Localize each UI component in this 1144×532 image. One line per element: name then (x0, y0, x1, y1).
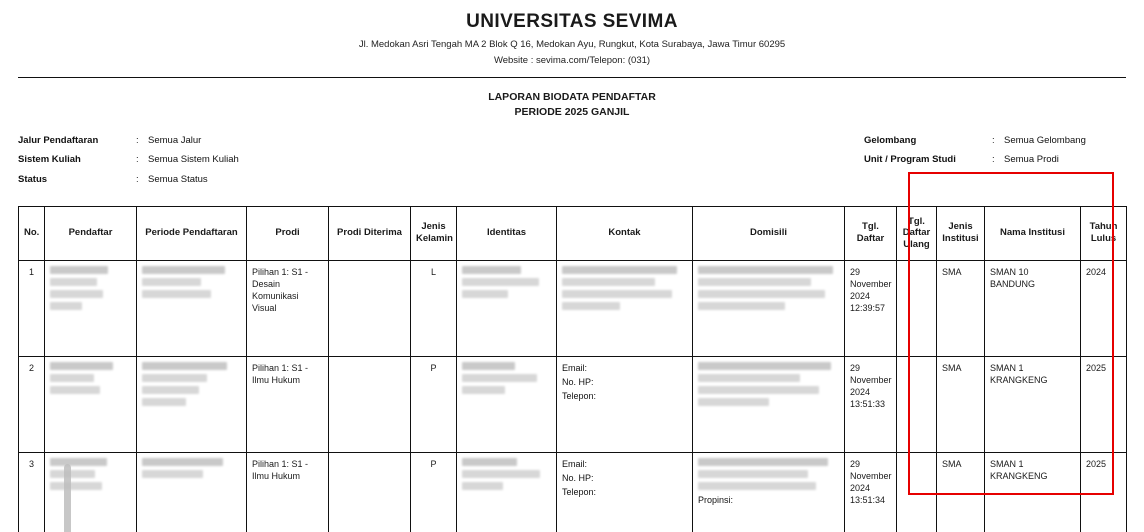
cell-tgl-daftar: 29 November 2024 12:39:57 (845, 260, 897, 356)
redacted-text (142, 458, 223, 466)
filter-row-sistem-kuliah (18, 153, 572, 168)
cell-prodi: Pilihan 1: S1 - Desain Komunikasi Visual (247, 260, 329, 356)
kontak-label-email: Email: (562, 362, 588, 373)
filter-summary (18, 134, 1126, 193)
filter-value: Semua Gelombang (1004, 134, 1086, 146)
cell-nama-institusi: SMAN 1 KRANGKENG (985, 452, 1081, 532)
cell-jenis-kelamin: P (411, 452, 457, 532)
cell-domisili (693, 356, 845, 452)
redacted-text (50, 458, 107, 466)
cell-jenis-kelamin: P (411, 356, 457, 452)
filter-separator: : (992, 154, 995, 166)
cell-prodi-diterima (329, 452, 411, 532)
redacted-text (562, 266, 677, 274)
redacted-text (462, 386, 505, 394)
report-title-line2: PERIODE 2025 GANJIL (514, 106, 630, 119)
filter-separator: : (136, 134, 139, 146)
redacted-text (698, 302, 785, 310)
filter-separator: : (992, 134, 995, 146)
cell-tgl-daftar-ulang (897, 260, 937, 356)
redacted-text (50, 278, 97, 286)
col-header-no: No. (19, 206, 45, 260)
cell-kontak (557, 452, 693, 532)
cell-prodi-diterima (329, 260, 411, 356)
filter-column-left (18, 134, 572, 193)
cell-tahun-lulus: 2025 (1081, 452, 1127, 532)
filter-label: Status (18, 174, 48, 186)
cell-tgl-daftar: 29 November 2024 13:51:33 (845, 356, 897, 452)
cell-kontak (557, 260, 693, 356)
redacted-text (462, 290, 508, 298)
cell-identitas (457, 260, 557, 356)
redacted-text (50, 386, 100, 394)
filter-separator: : (136, 174, 139, 186)
redacted-text (698, 470, 808, 478)
redacted-text (698, 374, 800, 382)
filter-row-status (18, 173, 572, 188)
redacted-text (50, 290, 103, 298)
report-title-line1: LAPORAN BIODATA PENDAFTAR (488, 91, 656, 104)
col-header-domisili: Domisili (693, 206, 845, 260)
redacted-text (698, 278, 811, 286)
cell-pendaftar (45, 356, 137, 452)
filter-label: Sistem Kuliah (18, 154, 81, 166)
cell-jenis-institusi: SMA (937, 356, 985, 452)
redacted-text (698, 362, 831, 370)
filter-row-unit-program-studi (864, 153, 1126, 168)
redacted-text (698, 398, 769, 406)
col-header-tgl-daftar: Tgl. Daftar (845, 206, 897, 260)
redacted-text (698, 266, 833, 274)
university-website: Website : sevima.com/Telepon: (031) (493, 55, 651, 67)
redacted-text (462, 278, 539, 286)
cell-nama-institusi: SMAN 10 BANDUNG (985, 260, 1081, 356)
filter-label: Unit / Program Studi (864, 154, 956, 166)
cell-no: 3 (19, 452, 45, 532)
redacted-text (462, 458, 517, 466)
redacted-text (698, 386, 819, 394)
filter-value: Semua Status (148, 174, 208, 186)
filter-value: Semua Jalur (148, 134, 202, 146)
report-table-container (18, 206, 1126, 532)
domisili-label-propinsi: Propinsi: (698, 494, 734, 505)
col-header-prodi: Prodi (247, 206, 329, 260)
university-name: UNIVERSITAS SEVIMA (466, 11, 678, 32)
redacted-text (698, 458, 828, 466)
document-header (18, 0, 1126, 68)
filter-separator: : (136, 154, 139, 166)
header-divider (18, 77, 1126, 78)
col-header-jenis-kelamin: Jenis Kelamin (411, 206, 457, 260)
redacted-text (698, 482, 816, 490)
redacted-text (50, 302, 82, 310)
redacted-text (562, 290, 672, 298)
cell-tgl-daftar-ulang (897, 356, 937, 452)
col-header-kontak: Kontak (557, 206, 693, 260)
cell-periode-pendaftaran (137, 260, 247, 356)
cell-no: 2 (19, 356, 45, 452)
cell-pendaftar (45, 452, 137, 532)
col-header-nama-institusi: Nama Institusi (985, 206, 1081, 260)
col-header-periode-pendaftaran: Periode Pendaftaran (137, 206, 247, 260)
report-title (18, 90, 1126, 120)
col-header-tgl-daftar-ulang: Tgl. Daftar Ulang (897, 206, 937, 260)
cell-jenis-institusi: SMA (937, 452, 985, 532)
cell-domisili (693, 260, 845, 356)
cell-identitas (457, 356, 557, 452)
col-header-prodi-diterima: Prodi Diterima (329, 206, 411, 260)
col-header-pendaftar: Pendaftar (45, 206, 137, 260)
filter-label: Gelombang (864, 134, 917, 146)
redacted-text (50, 362, 113, 370)
redacted-text (50, 374, 94, 382)
redacted-text (142, 362, 227, 370)
redacted-text (562, 278, 655, 286)
redacted-text (142, 374, 207, 382)
filter-value: Semua Sistem Kuliah (148, 154, 239, 166)
kontak-label-email: Email: (562, 458, 588, 469)
redacted-text (142, 398, 186, 406)
cell-jenis-institusi: SMA (937, 260, 985, 356)
cell-tahun-lulus: 2025 (1081, 356, 1127, 452)
cell-identitas (457, 452, 557, 532)
kontak-label-telepon: Telepon: (562, 391, 597, 402)
cell-periode-pendaftaran (137, 356, 247, 452)
cell-tgl-daftar-ulang (897, 452, 937, 532)
filter-row-gelombang (864, 134, 1126, 149)
cell-prodi: Pilihan 1: S1 - Ilmu Hukum (247, 356, 329, 452)
cell-periode-pendaftaran (137, 452, 247, 532)
redacted-text (142, 386, 199, 394)
scroll-thumb[interactable] (64, 464, 71, 532)
cell-jenis-kelamin: L (411, 260, 457, 356)
col-header-jenis-institusi: Jenis Institusi (937, 206, 985, 260)
cell-no: 1 (19, 260, 45, 356)
cell-domisili (693, 452, 845, 532)
redacted-text (698, 290, 825, 298)
redacted-text (142, 266, 225, 274)
table-row (19, 260, 1127, 356)
redacted-text (142, 278, 201, 286)
kontak-label-hp: No. HP: (562, 472, 594, 483)
cell-kontak (557, 356, 693, 452)
redacted-text (142, 470, 203, 478)
cell-tgl-daftar: 29 November 2024 13:51:34 (845, 452, 897, 532)
redacted-text (142, 290, 211, 298)
redacted-text (50, 482, 102, 490)
filter-label: Jalur Pendaftaran (18, 134, 99, 146)
redacted-text (462, 362, 515, 370)
table-row (19, 356, 1127, 452)
table-header-row (19, 206, 1127, 260)
redacted-text (50, 470, 95, 478)
cell-prodi: Pilihan 1: S1 - Ilmu Hukum (247, 452, 329, 532)
kontak-label-hp: No. HP: (562, 376, 594, 387)
cell-prodi-diterima (329, 356, 411, 452)
cell-tahun-lulus: 2024 (1081, 260, 1127, 356)
cell-nama-institusi: SMAN 1 KRANGKENG (985, 356, 1081, 452)
kontak-label-telepon: Telepon: (562, 487, 597, 498)
col-header-tahun-lulus: Tahun Lulus (1081, 206, 1127, 260)
filter-column-right (572, 134, 1126, 193)
table-row (19, 452, 1127, 532)
cell-pendaftar (45, 260, 137, 356)
redacted-text (462, 374, 537, 382)
redacted-text (562, 302, 620, 310)
redacted-text (462, 266, 521, 274)
col-header-identitas: Identitas (457, 206, 557, 260)
report-table (18, 206, 1127, 532)
filter-value: Semua Prodi (1004, 154, 1059, 166)
redacted-text (462, 470, 540, 478)
filter-row-jalur-pendaftaran (18, 134, 572, 149)
redacted-text (50, 266, 108, 274)
university-address: Jl. Medokan Asri Tengah MA 2 Blok Q 16, Medokan Ayu, Rungkut, Kota Surabaya, Jawa Timur 60295 (358, 38, 786, 50)
redacted-text (462, 482, 503, 490)
